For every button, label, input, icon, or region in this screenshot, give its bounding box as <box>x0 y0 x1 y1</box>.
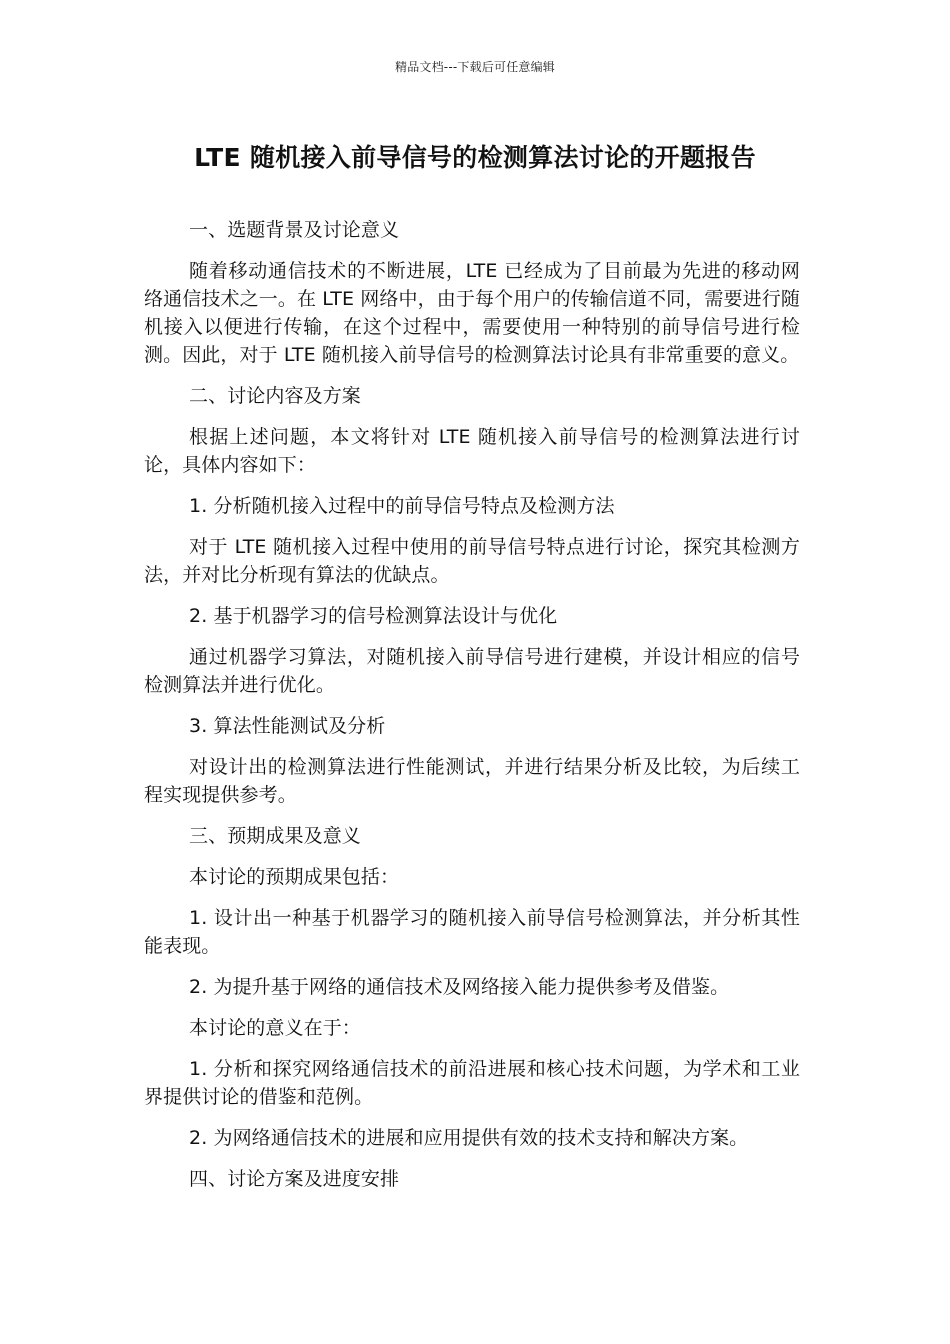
subheading-item-2: 2. 基于机器学习的信号检测算法设计与优化 <box>189 605 558 627</box>
paragraph-background: 随着移动通信技术的不断进展，LTE 已经成为了目前最为先进的移动网络通信技术之一。在 LTE 网络中，由于每个用户的传输信道不同，需要进行随机接入以便进行传输，在这个过程中，需要使用一种特别的前导信号进行检测。因此，对于 LTE 随机接入前导信号的检测算法讨论具有非常重要的意义。 <box>144 260 800 366</box>
header-note: 精品文档---下载后可任意编辑 <box>395 60 555 74</box>
paragraph-item-3: 对设计出的检测算法进行性能测试，并进行结果分析及比较，为后续工程实现提供参考。 <box>144 756 800 806</box>
paragraph-outcomes-intro: 本讨论的预期成果包括： <box>189 866 400 888</box>
section-heading-outcomes: 三、预期成果及意义 <box>189 825 361 847</box>
paragraph-significance-1: 1. 分析和探究网络通信技术的前沿进展和核心技术问题，为学术和工业界提供讨论的借鉴和范例。 <box>144 1058 800 1108</box>
subheading-item-3: 3. 算法性能测试及分析 <box>189 715 386 737</box>
subheading-item-1: 1. 分析随机接入过程中的前导信号特点及检测方法 <box>189 495 615 517</box>
paragraph-significance-2: 2. 为网络通信技术的进展和应用提供有效的技术支持和解决方案。 <box>189 1127 749 1149</box>
paragraph-content-intro: 根据上述问题，本文将针对 LTE 随机接入前导信号的检测算法进行讨论，具体内容如下： <box>144 426 800 476</box>
paragraph-item-1: 对于 LTE 随机接入过程中使用的前导信号特点进行讨论，探究其检测方法，并对比分析现有算法的优缺点。 <box>144 536 800 586</box>
paragraph-item-2: 通过机器学习算法，对随机接入前导信号进行建模，并设计相应的信号检测算法并进行优化。 <box>144 646 800 696</box>
document-body <box>144 216 800 1206</box>
paragraph-outcome-1: 1. 设计出一种基于机器学习的随机接入前导信号检测算法，并分析其性能表现。 <box>144 907 800 957</box>
section-heading-plan: 四、讨论方案及进度安排 <box>189 1168 400 1190</box>
document-title: LTE 随机接入前导信号的检测算法讨论的开题报告 <box>194 143 756 172</box>
section-heading-content: 二、讨论内容及方案 <box>189 385 361 407</box>
section-heading-background: 一、选题背景及讨论意义 <box>189 219 400 241</box>
paragraph-outcome-2: 2. 为提升基于网络的通信技术及网络接入能力提供参考及借鉴。 <box>189 976 730 998</box>
paragraph-significance-intro: 本讨论的意义在于： <box>189 1017 361 1039</box>
